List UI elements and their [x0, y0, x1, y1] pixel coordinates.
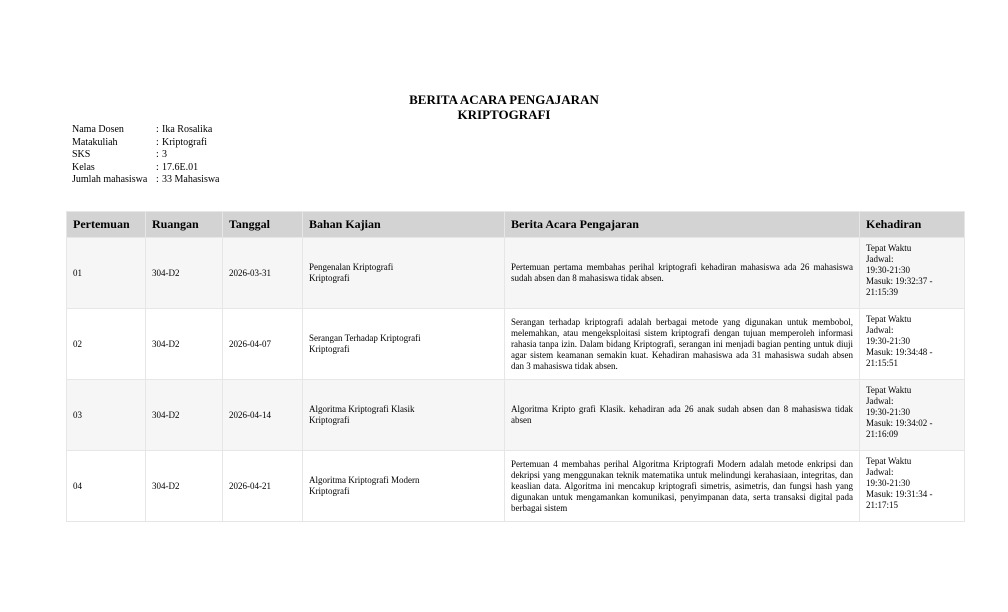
bahan-course: Kriptografi — [309, 415, 350, 425]
kehadiran-masuk: Masuk: 19:34:48 - — [866, 347, 933, 357]
kehadiran-jadwal-label: Jadwal: — [866, 254, 894, 264]
kehadiran-status: Tepat Waktu — [866, 314, 912, 324]
cell-pertemuan: 02 — [67, 309, 146, 380]
table-header-row — [67, 212, 965, 238]
info-label: Nama Dosen — [72, 124, 124, 135]
cell-tanggal: 2026-03-31 — [223, 238, 303, 309]
table-row — [67, 380, 965, 451]
header-ruangan: Ruangan — [146, 212, 223, 238]
kehadiran-keluar: 21:15:39 — [866, 287, 899, 297]
kehadiran-jadwal: 19:30-21:30 — [866, 407, 910, 417]
info-label: SKS — [72, 149, 91, 161]
title-line-2: KRIPTOGRAFI — [457, 107, 551, 122]
kehadiran-jadwal-label: Jadwal: — [866, 325, 894, 335]
cell-pertemuan: 03 — [67, 380, 146, 451]
info-value: 17.6E.01 — [162, 161, 199, 173]
cell-pertemuan: 01 — [67, 238, 146, 309]
table-row — [67, 451, 965, 522]
bahan-topic: Serangan Terhadap Kriptografi — [309, 333, 421, 343]
cell-berita-acara — [505, 309, 860, 380]
header-bahan-kajian: Bahan Kajian — [303, 212, 505, 238]
kehadiran-jadwal: 19:30-21:30 — [866, 336, 910, 346]
info-label: Matakuliah — [72, 136, 118, 148]
table-row — [67, 238, 965, 309]
kehadiran-keluar: 21:15:51 — [866, 358, 899, 368]
berita-text: Pertemuan 4 membahas perihal Algoritma Kriptografi Modern adalah metode enkripsi dan dekripsi yang menggunakan teknik matematika untuk melindungi kerahasiaan, integritas, dan keaslian data. Algoritma ini mencakup kriptografi simetris, asimetris, dan fungsi hash yang digunakan untuk mengamankan komunikasi, penyimpanan data, serta transaksi digital pada berbagai sistem — [511, 458, 853, 513]
bahan-topic: Algoritma Kriptografi Klasik — [309, 404, 415, 414]
info-separator: : — [156, 161, 159, 173]
cell-tanggal: 2026-04-07 — [223, 309, 303, 380]
kehadiran-masuk: Masuk: 19:31:34 - — [866, 489, 933, 499]
info-separator: : — [156, 149, 159, 161]
info-separator: : — [156, 124, 159, 135]
cell-ruangan: 304-D2 — [146, 380, 223, 451]
header-kehadiran: Kehadiran — [860, 212, 965, 238]
bahan-course: Kriptografi — [309, 344, 350, 354]
cell-bahan-kajian — [303, 451, 505, 522]
kehadiran-status: Tepat Waktu — [866, 385, 912, 395]
title-line-1: BERITA ACARA PENGAJARAN — [409, 92, 599, 107]
cell-bahan-kajian — [303, 309, 505, 380]
kehadiran-status: Tepat Waktu — [866, 456, 912, 466]
kehadiran-keluar: 21:17:15 — [866, 500, 899, 510]
cell-bahan-kajian — [303, 380, 505, 451]
cell-tanggal: 2026-04-21 — [223, 451, 303, 522]
table-row — [67, 309, 965, 380]
berita-text: Pertemuan pertama membahas perihal kriptografi kehadiran mahasiswa ada 26 mahasiswa sudah absen dan 8 mahasiswa tidak absen. — [511, 262, 853, 283]
cell-berita-acara — [505, 380, 860, 451]
kehadiran-status: Tepat Waktu — [866, 243, 912, 253]
cell-kehadiran — [860, 451, 965, 522]
teaching-log-table — [66, 211, 965, 522]
bahan-topic: Algoritma Kriptografi Modern — [309, 475, 420, 485]
kehadiran-keluar: 21:16:09 — [866, 429, 899, 439]
cell-ruangan: 304-D2 — [146, 309, 223, 380]
bahan-topic: Pengenalan Kriptografi — [309, 262, 394, 272]
cell-kehadiran — [860, 309, 965, 380]
info-separator: : — [156, 136, 159, 148]
kehadiran-jadwal-label: Jadwal: — [866, 396, 894, 406]
cell-kehadiran — [860, 238, 965, 309]
info-row-sks — [72, 149, 220, 162]
cell-berita-acara — [505, 451, 860, 522]
info-value: Ika Rosalika — [162, 124, 213, 135]
cell-ruangan: 304-D2 — [146, 238, 223, 309]
cell-berita-acara — [505, 238, 860, 309]
info-row-matakuliah — [72, 137, 220, 150]
bahan-course: Kriptografi — [309, 486, 350, 496]
bahan-course: Kriptografi — [309, 273, 350, 283]
info-value: 3 — [162, 149, 167, 161]
document-title — [0, 92, 1008, 122]
header-pertemuan: Pertemuan — [67, 212, 146, 238]
kehadiran-jadwal: 19:30-21:30 — [866, 265, 910, 275]
cell-pertemuan: 04 — [67, 451, 146, 522]
info-row-dosen — [72, 124, 220, 137]
kehadiran-jadwal: 19:30-21:30 — [866, 478, 910, 488]
info-value: 33 Mahasiswa — [162, 174, 220, 186]
info-label: Jumlah mahasiswa — [72, 174, 148, 186]
cell-kehadiran — [860, 380, 965, 451]
course-info — [72, 124, 220, 187]
info-value: Kriptografi — [162, 136, 207, 148]
info-separator: : — [156, 174, 159, 186]
header-berita-acara: Berita Acara Pengajaran — [505, 212, 860, 238]
info-row-kelas — [72, 162, 220, 175]
cell-ruangan: 304-D2 — [146, 451, 223, 522]
info-row-jumlah — [72, 174, 220, 187]
header-tanggal: Tanggal — [223, 212, 303, 238]
kehadiran-masuk: Masuk: 19:32:37 - — [866, 276, 933, 286]
kehadiran-jadwal-label: Jadwal: — [866, 467, 894, 477]
berita-text: Algoritma Kripto grafi Klasik. kehadiran ada 26 anak sudah absen dan 8 mahasiswa tidak absen — [511, 404, 853, 425]
berita-text: Serangan terhadap kriptografi adalah berbagai metode yang digunakan untuk membobol, melemahkan, atau mengeksploitasi sistem kriptografi dengan tujuan memperoleh informasi rahasia tanpa izin. Dalam bidang Kriptografi, serangan ini menjadi bagian penting untuk diuji agar sistem keamanan semakin kuat. Kehadiran mahasiswa ada 31 mahasiswa sudah absen dan 3 mahasiswa tidak absen. — [511, 316, 853, 371]
cell-bahan-kajian — [303, 238, 505, 309]
kehadiran-masuk: Masuk: 19:34:02 - — [866, 418, 933, 428]
info-label: Kelas — [72, 161, 95, 173]
cell-tanggal: 2026-04-14 — [223, 380, 303, 451]
